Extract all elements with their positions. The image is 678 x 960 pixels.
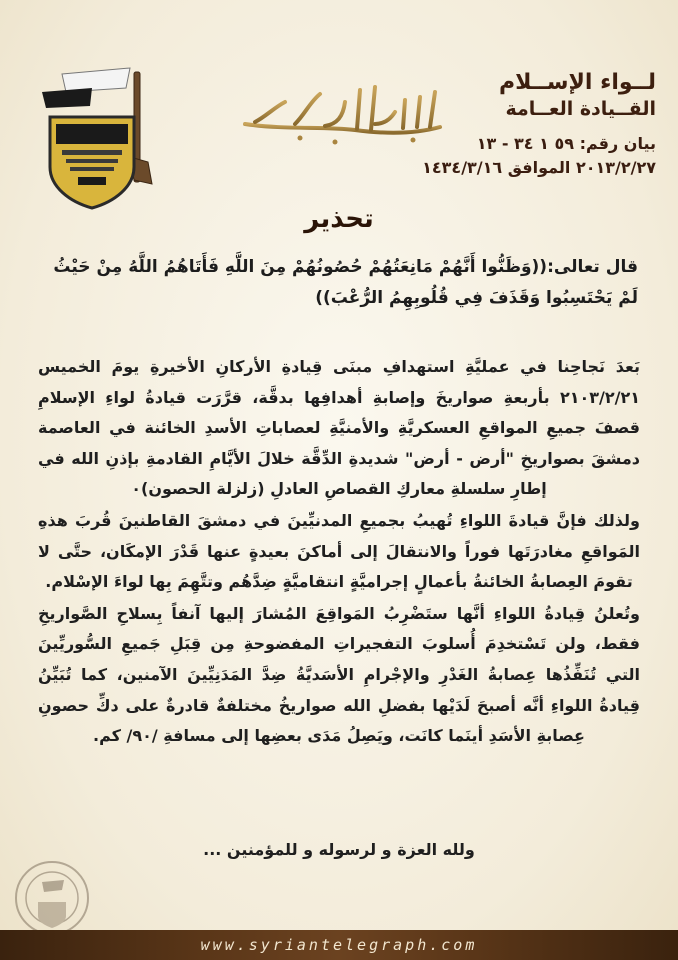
footer-emblem-watermark-icon [12, 858, 92, 938]
statement-date: ٢٠١٣/٢/٢٧ الموافق ١٤٣٤/٣/١٦ [422, 158, 656, 177]
footer-bar [0, 930, 678, 960]
paragraph-2: ولذلك فإنَّ قيادةَ اللواءِ تُهيبُ بجميعِ المدنيِّينَ في دمشقَ القاطنينَ قُربَ هذهِ المَواقعِ مغادرَتَها فوراً والانتقالَ إلى أماكنَ بعيدةٍ عنها قَدْرَ الإمكَان، حتَّى لا تقومَ العِصابةُ الخائنةُ بأعمالٍ إجراميَّةٍ انتقاميَّةٍ ضِدَّهُم وتتَّهِمَ بِها لواءَ الإسْلام. [38, 510, 640, 592]
org-name: لــواء الإســلام [499, 70, 656, 95]
quran-verse: قال تعالى:((وَظَنُّوا أَنَّهُمْ مَانِعَتُهُمْ حُصُونُهُمْ مِنَ اللَّهِ فَأَتَاهُمُ اللَّهُ مِنْ حَيْثُ لَمْ يَحْتَسِبُوا وَقَذَفَ فِي قُلُوبِهِمُ الرُّعْبَ)) [53, 257, 638, 308]
page-title: تحذير [304, 204, 374, 234]
paragraph-1: بَعدَ نَجاحِنا في عمليَّةِ استهدافِ مبنَى قِيادةِ الأركانِ الأخيرةِ يومَ الخميس ٢١٠٣/٢/٢١ بأربعةِ صواريخَ وإصابةِ أهدافِها بدقَّة، قرَّرَت قيادةُ لواءِ الإسلامِ قصفَ جميعِ المواقعِ العسكريَّةِ والأمنيَّةِ لعصاباتِ الأسدِ الخائنة في العاصمة دمشقَ بصواريخِ "أرض - أرض" شديدةِ الدِّقَّة خلالَ الأيَّامِ القادمةِ بإذنِ الله في إطارِ سلسلةِ معاركِ القصاصِ العادلِ (زلزلة الحصون)٠ [38, 357, 640, 499]
org-subtitle: القــيادة العــامة [505, 98, 656, 120]
footer-url: www.syriantelegraph.com [200, 936, 478, 954]
statement-body [38, 352, 640, 753]
basmala-calligraphy-icon [225, 72, 455, 152]
liwa-al-islam-emblem-icon [22, 62, 172, 212]
paragraph-3: وتُعلنُ قِيادةُ اللواءِ أنَّها ستَضْرِبُ المَواقِعَ المُشارَ إليها آنفاً بِسلاحِ الصَّواريخِ فقط، ولن تَسْتخدِمَ أُسلوبَ التفجيراتِ المفضوحةِ مِن قِبَلِ جَميعِ السُّوريِّينَ التي تُنَفِّذُها عِصابةُ الغَدْرِ والإجْرامِ الأسَديَّةُ ضِدَّ المَدَنِيِّينَ الآمنين، كما تُبَيِّنُ قِيادةُ اللواءِ أنَّه أصبحَ لَدَيْها بفضلِ الله صواريخُ مختلفةٌ قادرةٌ على دكِّ حصونِ عِصابةِ الأسَدِ أينَما كانَت، ويَصِلُ مَدَى بعضِها إلى مسافةِ /٩٠/ كم. [38, 603, 640, 746]
statement-number: بيان رقم: ٥٩ ١ ٣٤ - ١٣ [476, 134, 656, 153]
closing-line: ولله العزة و لرسوله و للمؤمنين ... [203, 840, 475, 859]
